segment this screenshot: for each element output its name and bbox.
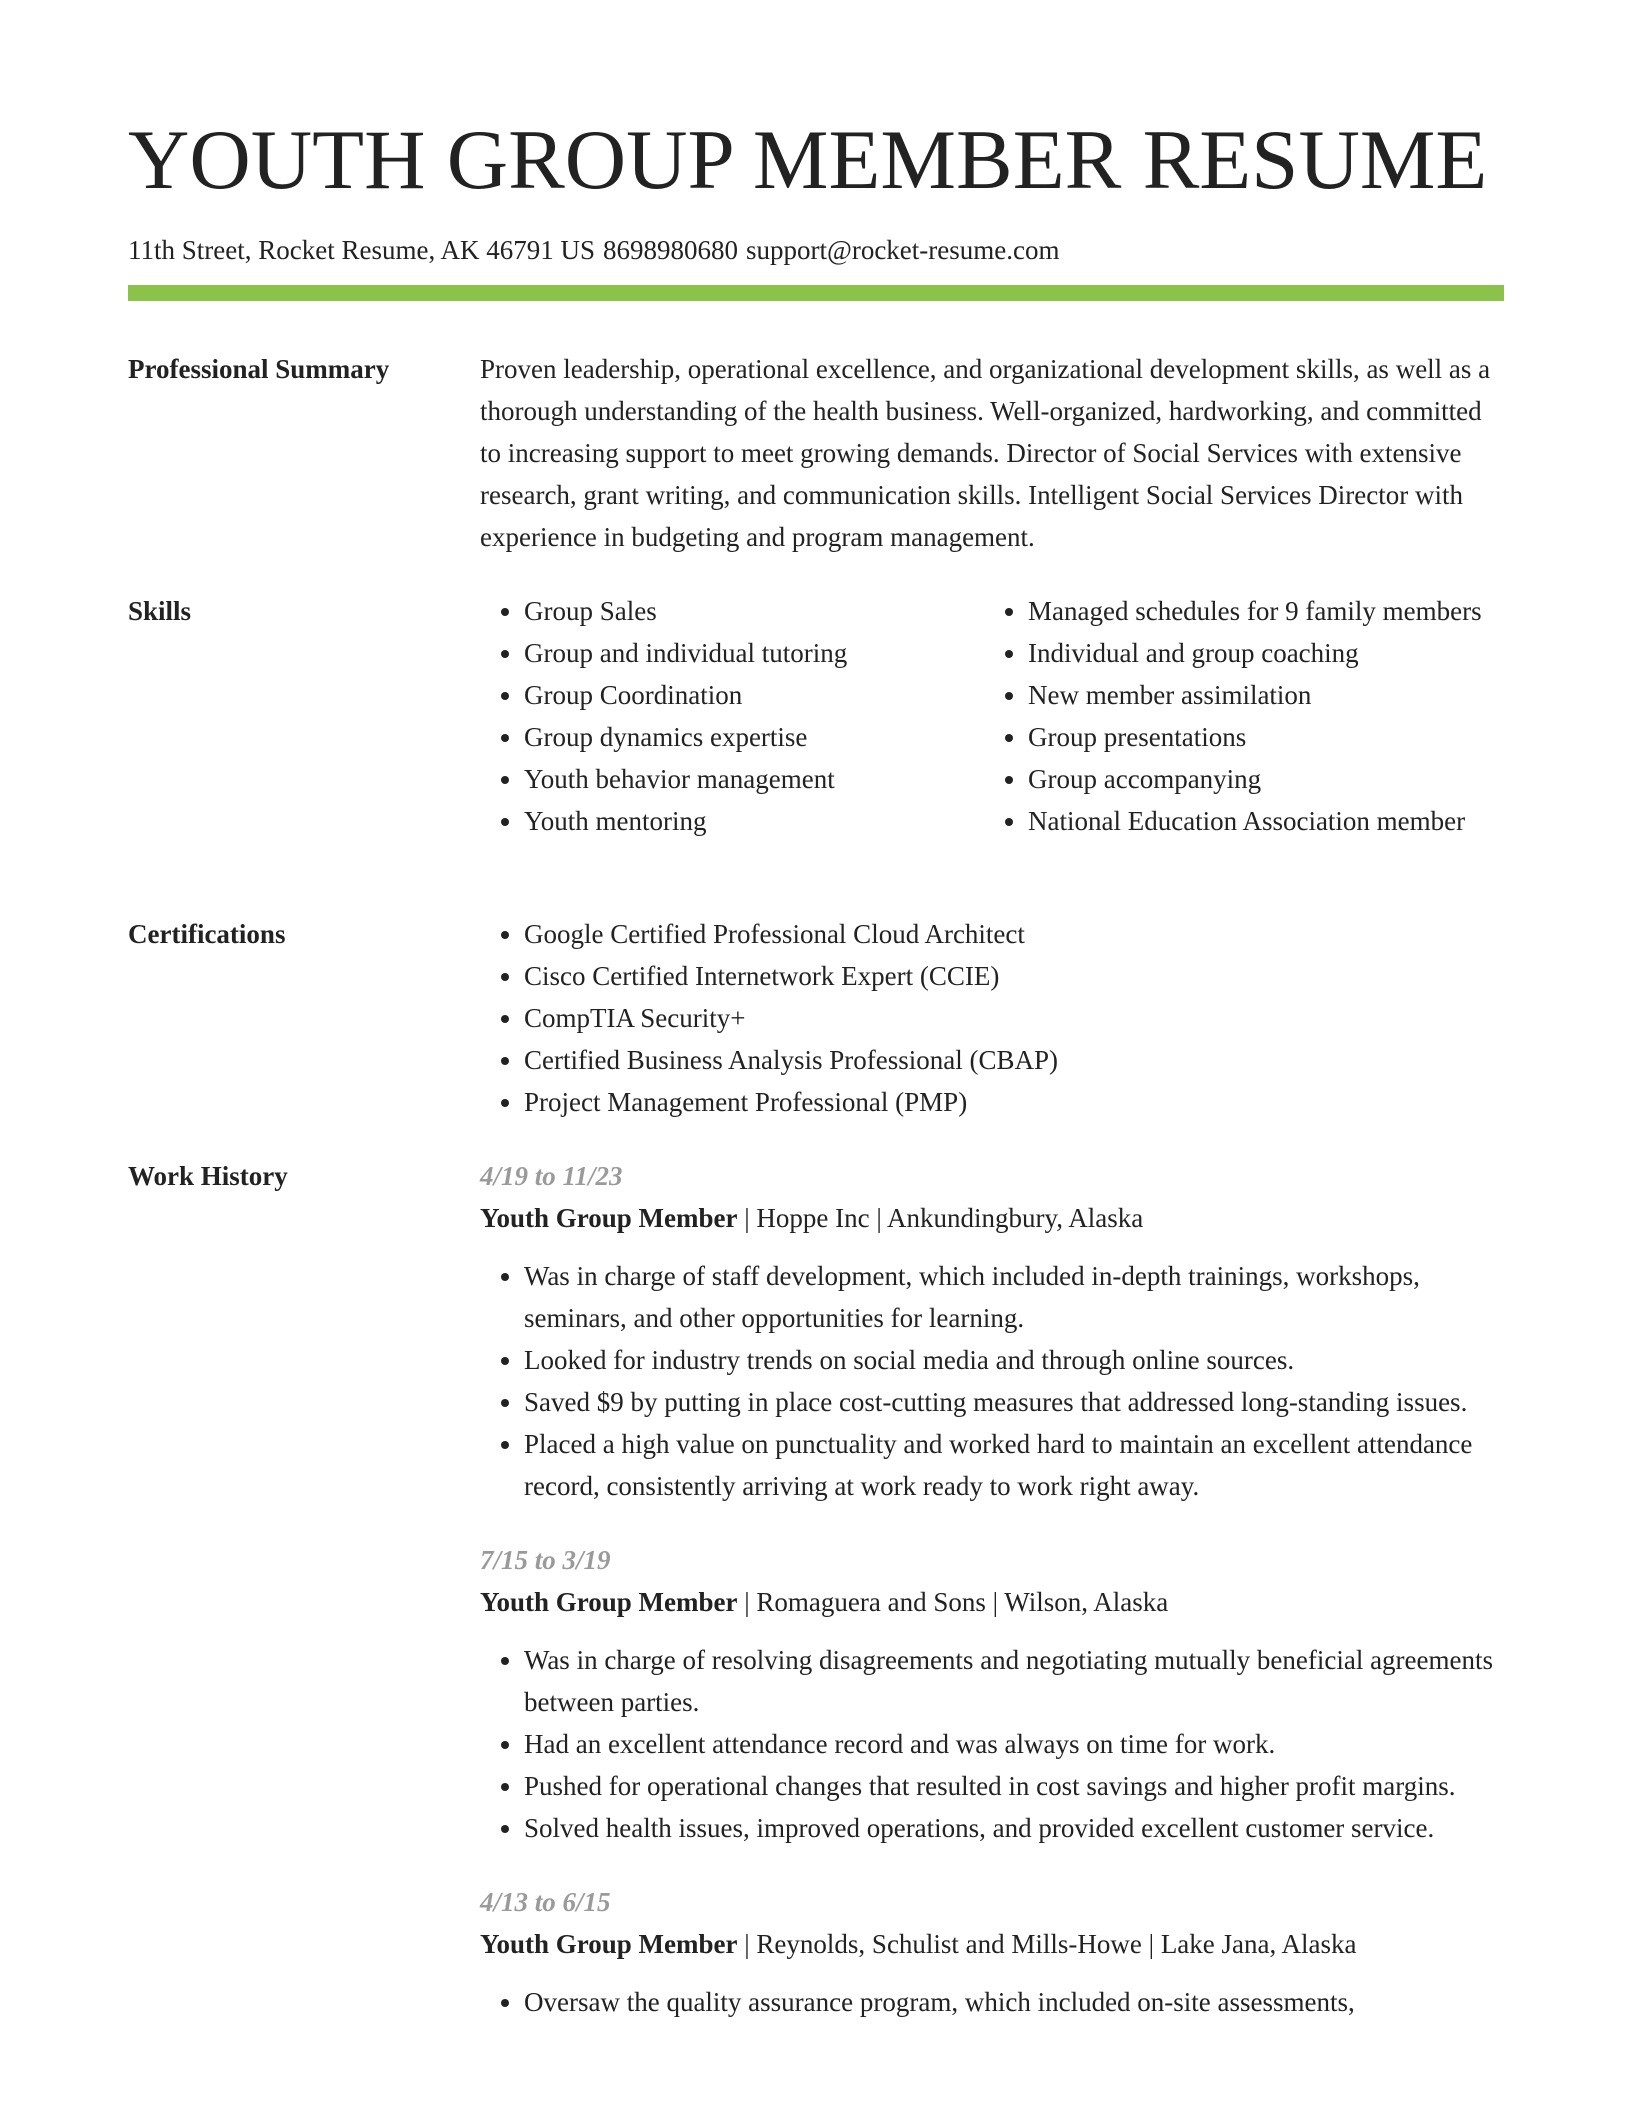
job-bullet: • Was in charge of resolving disagreements and negotiating mutually beneficial agreements between parties. <box>524 1639 1504 1723</box>
contact-phone: 8698980680 <box>602 235 738 265</box>
job-dates: 7/15 to 3/19 <box>480 1545 611 1575</box>
skill-item: • Individual and group coaching <box>1028 632 1504 674</box>
skill-item: • Group Sales <box>524 590 984 632</box>
certification-item: • Project Management Professional (PMP) <box>524 1081 1504 1123</box>
skill-item: • Youth behavior management <box>524 758 984 800</box>
job-dates: 4/19 to 11/23 <box>480 1161 623 1191</box>
job-bullet: • Pushed for operational changes that resulted in cost savings and higher profit margins. <box>524 1765 1504 1807</box>
skill-item: • Group Coordination <box>524 674 984 716</box>
job-title-line <box>480 1197 1504 1239</box>
skill-item: • New member assimilation <box>1028 674 1504 716</box>
accent-divider <box>128 285 1504 301</box>
job-details: | Reynolds, Schulist and Mills-Howe | Lake Jana, Alaska <box>737 1929 1357 1959</box>
summary-heading: Professional Summary <box>128 354 390 384</box>
certification-item: • Certified Business Analysis Professional (CBAP) <box>524 1039 1504 1081</box>
summary-text: Proven leadership, operational excellence, and organizational development skills, as well as a thorough understanding of the health business. Well-organized, hardworking, and committed to increasing support to meet growing demands. Director of Social Services with extensive research, grant writing, and communication skills. Intelligent Social Services Director with experience in budgeting and program management. <box>480 354 1491 552</box>
certification-item: • Google Certified Professional Cloud Architect <box>524 913 1504 955</box>
skill-item: • Group accompanying <box>1028 758 1504 800</box>
resume-title: YOUTH GROUP MEMBER RESUME <box>128 113 1488 207</box>
work-history-heading: Work History <box>128 1161 288 1191</box>
skill-item: • Managed schedules for 9 family members <box>1028 590 1504 632</box>
job-role: Youth Group Member <box>480 1203 738 1233</box>
job-details: | Romaguera and Sons | Wilson, Alaska <box>737 1587 1169 1617</box>
skill-item: • Youth mentoring <box>524 800 984 842</box>
skill-item: • Group dynamics expertise <box>524 716 984 758</box>
job-bullet: • Looked for industry trends on social media and through online sources. <box>524 1339 1504 1381</box>
job-bullet: • Oversaw the quality assurance program, which included on-site assessments, <box>524 1981 1504 2023</box>
job-bullet: • Solved health issues, improved operations, and provided excellent customer service. <box>524 1807 1504 1849</box>
job-bullet: • Saved $9 by putting in place cost-cutting measures that addressed long-standing issues. <box>524 1381 1504 1423</box>
contact-line <box>128 233 1060 267</box>
skills-column-1 <box>480 590 984 842</box>
skill-item: • National Education Association member <box>1028 800 1504 842</box>
job-role: Youth Group Member <box>480 1587 738 1617</box>
job-bullet: • Had an excellent attendance record and was always on time for work. <box>524 1723 1504 1765</box>
certifications-heading: Certifications <box>128 919 286 949</box>
contact-email[interactable]: support@rocket-resume.com <box>745 235 1060 265</box>
job-entry <box>480 1881 1504 2023</box>
job-role: Youth Group Member <box>480 1929 738 1959</box>
skills-body <box>480 590 1504 842</box>
job-bullet: • Was in charge of staff development, which included in-depth trainings, workshops, seminars, and other opportunities for learning. <box>524 1255 1504 1339</box>
job-entry <box>480 1539 1504 1849</box>
job-details: | Hoppe Inc | Ankundingbury, Alaska <box>737 1203 1144 1233</box>
job-entry <box>480 1155 1504 1507</box>
work-history-body <box>480 1155 1504 2055</box>
job-title-line <box>480 1581 1504 1623</box>
job-dates: 4/13 to 6/15 <box>480 1887 611 1917</box>
contact-address: 11th Street, Rocket Resume, AK 46791 US <box>128 235 595 265</box>
skill-item: • Group and individual tutoring <box>524 632 984 674</box>
certification-item: • CompTIA Security+ <box>524 997 1504 1039</box>
skill-item: • Group presentations <box>1028 716 1504 758</box>
summary-body <box>480 348 1504 558</box>
skills-heading: Skills <box>128 596 192 626</box>
certifications-body <box>480 913 1504 1123</box>
job-title-line <box>480 1923 1504 1965</box>
skills-column-2 <box>984 590 1504 842</box>
job-bullet: • Placed a high value on punctuality and worked hard to maintain an excellent attendance record, consistently arriving at work ready to work right away. <box>524 1423 1504 1507</box>
certification-item: • Cisco Certified Internetwork Expert (CCIE) <box>524 955 1504 997</box>
